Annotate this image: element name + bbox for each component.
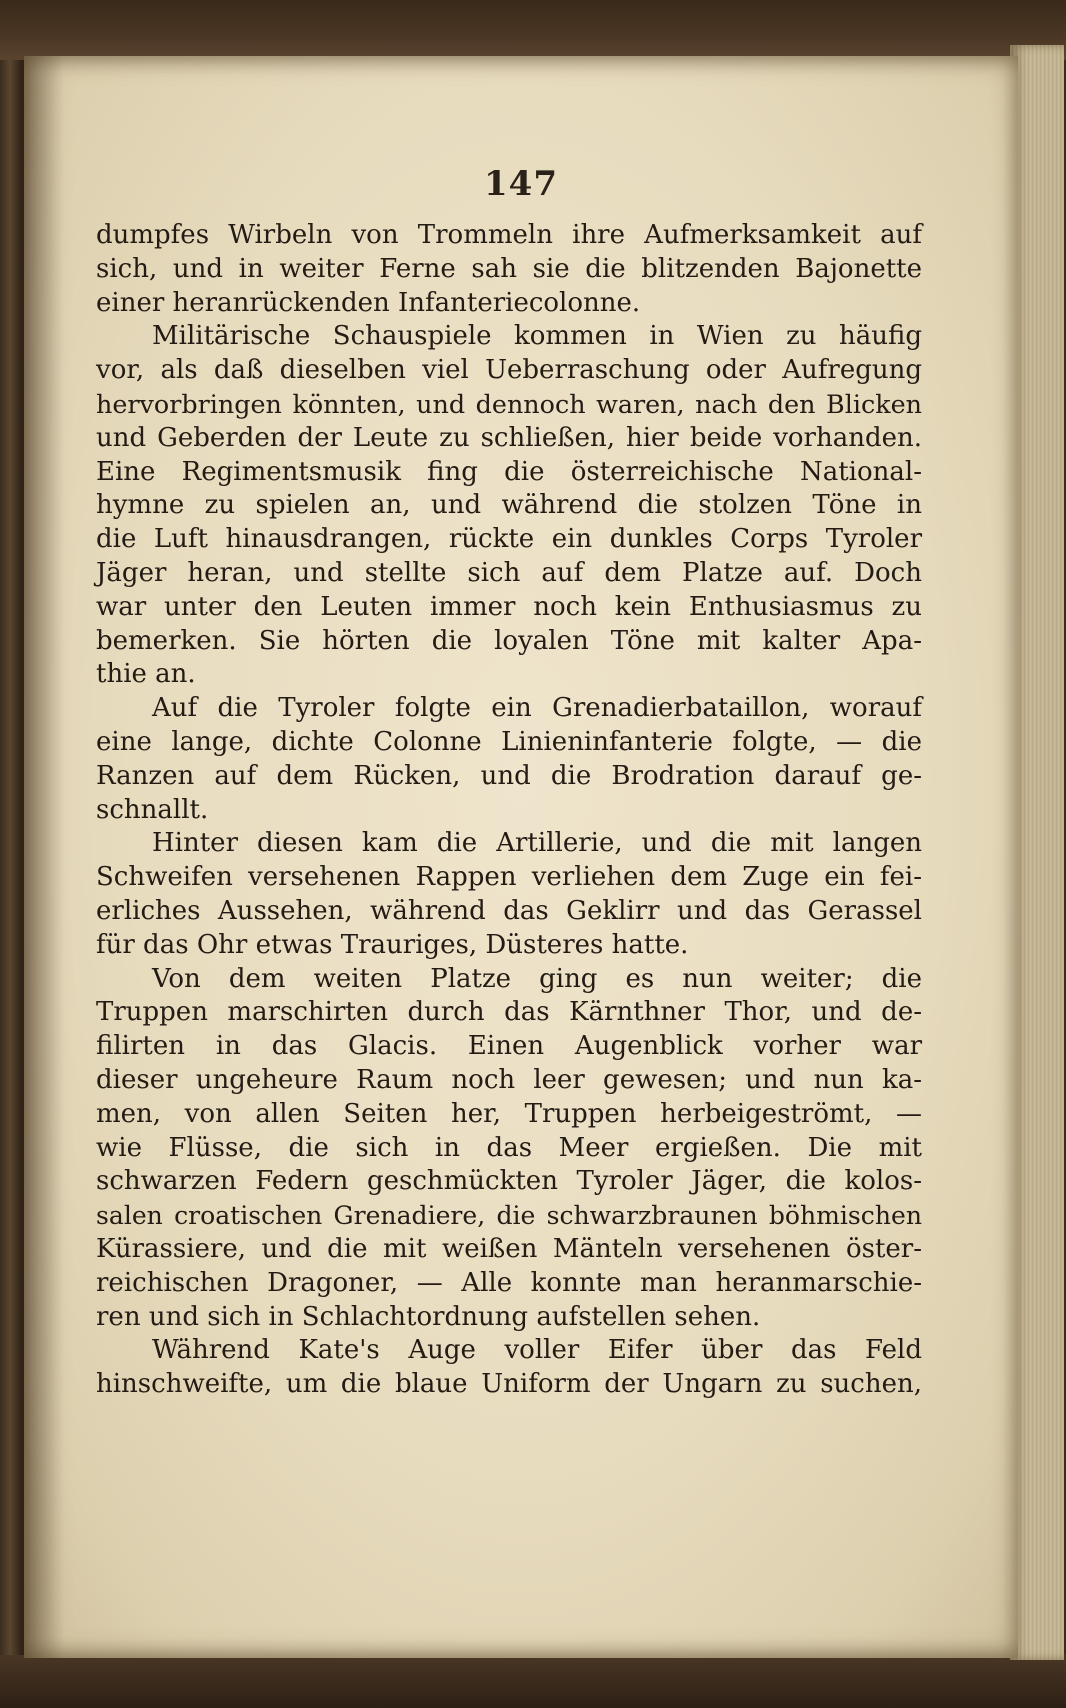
text-line: hervorbringen könnten, und dennoch waren, nach den Blicken xyxy=(96,388,922,419)
text-line: hinschweifte, um die blaue Uniform der Ungarn zu suchen, xyxy=(96,1369,922,1400)
text-line: vor, als daß dieselben viel Ueberraschung oder Aufregung xyxy=(96,355,922,386)
text-line: Militärische Schauspiele kommen in Wien zu häufig xyxy=(152,321,922,352)
text-line: Auf die Tyroler folgte ein Grenadierbataillon, worauf xyxy=(152,693,922,724)
text-line: hymne zu spielen an, und während die stolzen Töne in xyxy=(96,490,922,521)
text-line: Truppen marschirten durch das Kärnthner Thor, und de- xyxy=(96,997,922,1028)
text-line: Jäger heran, und stellte sich auf dem Platze auf. Doch xyxy=(96,557,922,588)
text-line: bemerken. Sie hörten die loyalen Töne mit kalter Apa- xyxy=(96,625,922,656)
text-line: Hinter diesen kam die Artillerie, und die mit langen xyxy=(152,828,922,859)
text-line: thie an. xyxy=(96,659,196,690)
text-line: und Geberden der Leute zu schließen, hier beide vorhanden. xyxy=(96,422,922,453)
text-line: eine lange, dichte Colonne Linieninfanterie folgte, — die xyxy=(96,726,922,757)
text-line: Von dem weiten Platze ging es nun weiter; die xyxy=(152,963,922,994)
text-line: men, von allen Seiten her, Truppen herbeigeströmt, — xyxy=(96,1098,922,1129)
gutter-shadow xyxy=(24,56,64,1658)
text-line: Schweifen versehenen Rappen verliehen dem Zuge ein fei- xyxy=(96,862,922,893)
text-line: schnallt. xyxy=(96,794,209,825)
text-line: war unter den Leuten immer noch kein Enthusiasmus zu xyxy=(96,591,922,622)
text-line: Ranzen auf dem Rücken, und die Brodration darauf ge- xyxy=(96,760,922,791)
text-line: einer heranrückenden Infanteriecolonne. xyxy=(96,287,641,318)
text-line: sich, und in weiter Ferne sah sie die blitzenden Bajonette xyxy=(96,253,922,284)
text-line: dieser ungeheure Raum noch leer gewesen; und nun ka- xyxy=(96,1064,922,1095)
page-number: 147 xyxy=(484,164,558,204)
text-line: ren und sich in Schlachtordnung aufstellen sehen. xyxy=(96,1301,761,1332)
book-cover-bottom xyxy=(0,1655,1066,1708)
text-line: dumpfes Wirbeln von Trommeln ihre Aufmerksamkeit auf xyxy=(96,220,922,250)
book-cover-top xyxy=(0,0,1066,60)
text-line: wie Flüsse, die sich in das Meer ergießen. Die mit xyxy=(96,1132,922,1163)
text-line: erliches Aussehen, während das Geklirr und das Gerassel xyxy=(96,895,922,926)
text-line: reichischen Dragoner, — Alle konnte man heranmarschie- xyxy=(96,1267,922,1298)
body-text xyxy=(96,219,922,1402)
page-edges xyxy=(1010,45,1064,1660)
text-line: schwarzen Federn geschmückten Tyroler Jäger, die kolos- xyxy=(96,1166,922,1197)
text-line: die Luft hinausdrangen, rückte ein dunkles Corps Tyroler xyxy=(96,524,922,555)
text-line: Eine Regimentsmusik fing die österreichische National- xyxy=(96,456,922,487)
text-line: filirten in das Glacis. Einen Augenblick vorher war xyxy=(96,1031,922,1062)
book-page xyxy=(24,56,1018,1658)
text-line: für das Ohr etwas Trauriges, Düsteres hatte. xyxy=(96,929,689,960)
text-line: Kürassiere, und die mit weißen Mänteln versehenen öster- xyxy=(96,1233,922,1264)
text-line: salen croatischen Grenadiere, die schwarzbraunen böhmischen xyxy=(96,1201,922,1231)
text-line: Während Kate's Auge voller Eifer über das Feld xyxy=(152,1335,922,1366)
